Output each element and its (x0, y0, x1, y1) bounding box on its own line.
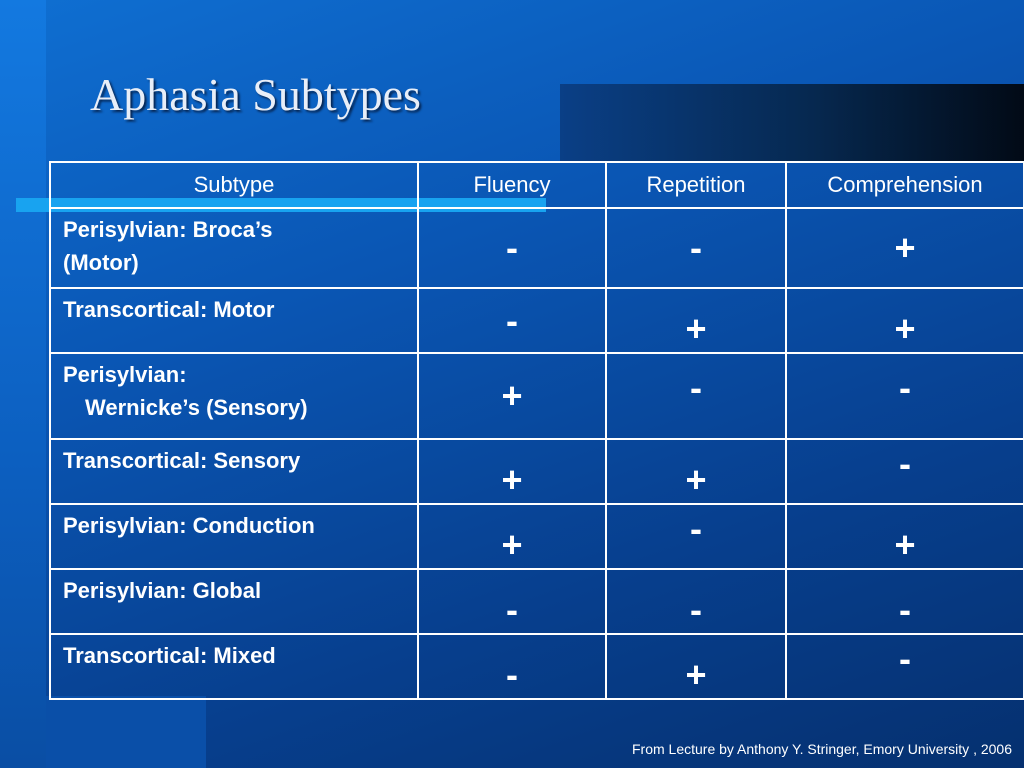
comprehension-value: - (899, 442, 911, 484)
subtype-name-cell (50, 439, 418, 504)
comprehension-cell (786, 569, 1024, 634)
subtype-name-cell (50, 569, 418, 634)
aphasia-subtypes-table (49, 161, 1024, 700)
header-repetition: Repetition (606, 162, 786, 208)
left-decor-band (0, 0, 46, 768)
comprehension-cell (786, 504, 1024, 569)
lower-decor-panel (46, 696, 206, 768)
subtype-name-line1: Transcortical: Motor (63, 297, 275, 322)
subtype-name-cell (50, 634, 418, 699)
fluency-cell (418, 569, 606, 634)
repetition-value: - (690, 588, 702, 630)
subtype-name-cell (50, 288, 418, 353)
slide-title: Aphasia Subtypes (90, 69, 421, 120)
header-fluency: Fluency (418, 162, 606, 208)
fluency-value: - (506, 227, 518, 268)
fluency-value: + (501, 458, 523, 500)
comprehension-value: + (894, 227, 916, 268)
subtype-name-line1: Perisylvian: Conduction (63, 513, 315, 538)
comprehension-cell (786, 353, 1024, 439)
fluency-cell (418, 439, 606, 504)
subtype-name-cell (50, 353, 418, 439)
repetition-value: - (690, 367, 702, 408)
table-row (50, 288, 1024, 353)
source-credit: From Lecture by Anthony Y. Stringer, Emory University , 2006 (632, 741, 1012, 757)
comprehension-value: - (899, 588, 911, 630)
table-row (50, 569, 1024, 634)
repetition-cell (606, 288, 786, 353)
comprehension-cell (786, 208, 1024, 288)
fluency-cell (418, 353, 606, 439)
fluency-cell (418, 288, 606, 353)
comprehension-value: + (894, 523, 916, 565)
subtype-name-cell (50, 208, 418, 288)
subtype-name-line1: Perisylvian: Global (63, 578, 262, 603)
fluency-cell (418, 634, 606, 699)
fluency-cell (418, 504, 606, 569)
subtype-name-line2: Wernicke’s (Sensory) (85, 395, 308, 420)
repetition-value: + (685, 653, 707, 695)
fluency-value: - (506, 299, 518, 341)
comprehension-value: + (894, 307, 916, 349)
table-row (50, 353, 1024, 439)
header-subtype: Subtype (50, 162, 418, 208)
repetition-cell (606, 569, 786, 634)
subtype-name-line1: Transcortical: Sensory (63, 448, 301, 473)
comprehension-cell (786, 288, 1024, 353)
comprehension-cell (786, 634, 1024, 699)
comprehension-value: - (899, 367, 911, 408)
repetition-value: - (690, 227, 702, 268)
subtype-name-line2: (Motor) (63, 250, 139, 275)
repetition-cell (606, 439, 786, 504)
table-row (50, 504, 1024, 569)
fluency-value: + (501, 375, 523, 416)
comprehension-value: - (899, 637, 911, 679)
subtype-name-line1: Transcortical: Mixed (63, 643, 276, 668)
comprehension-cell (786, 439, 1024, 504)
table-row (50, 634, 1024, 699)
table-row (50, 439, 1024, 504)
repetition-cell (606, 504, 786, 569)
repetition-cell (606, 208, 786, 288)
repetition-value: + (685, 458, 707, 500)
repetition-value: + (685, 307, 707, 349)
fluency-value: - (506, 653, 518, 695)
fluency-cell (418, 208, 606, 288)
subtype-name-cell (50, 504, 418, 569)
subtype-name-line1: Perisylvian: Broca’s (63, 217, 273, 242)
fluency-value: - (506, 588, 518, 630)
table-row (50, 208, 1024, 288)
repetition-cell (606, 353, 786, 439)
table-header-row (50, 162, 1024, 208)
subtype-name-line1: Perisylvian: (63, 362, 187, 387)
header-comprehension: Comprehension (786, 162, 1024, 208)
fluency-value: + (501, 523, 523, 565)
repetition-cell (606, 634, 786, 699)
subtypes-table-container (49, 161, 1023, 700)
repetition-value: - (690, 507, 702, 549)
table-body (50, 208, 1024, 699)
corner-decor-block (560, 84, 1024, 162)
